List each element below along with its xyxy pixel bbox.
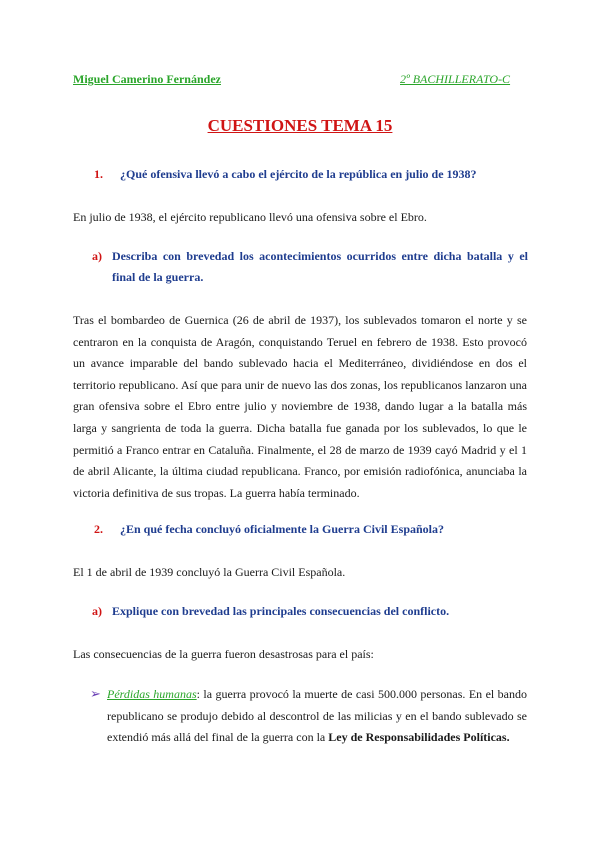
question-2a-letter: a) [92, 604, 102, 618]
arrow-bullet-icon: ➢ [90, 686, 101, 701]
consequence-term: Pérdidas humanas [107, 687, 197, 701]
question-2-text: ¿En qué fecha concluyó oficialmente la Guerra Civil Española? [120, 522, 444, 536]
question-1a-text: Describa con brevedad los acontecimientos ocurridos entre dicha batalla y el final de la guerra. [112, 249, 528, 284]
answer-2a-intro: Las consecuencias de la guerra fueron desastrosas para el país: [73, 647, 374, 661]
question-2-number: 2. [94, 522, 103, 536]
consequence-item [107, 684, 527, 749]
question-1a-letter: a) [92, 249, 102, 263]
document-title: CUESTIONES TEMA 15 [207, 116, 393, 135]
course-label: 2º BACHILLERATO-C [400, 72, 511, 86]
page-header [73, 72, 527, 90]
answer-2: El 1 de abril de 1939 concluyó la Guerra Civil Española. [73, 565, 346, 579]
consequence-text: : la guerra provocó la muerte de casi 500.000 personas. En el bando republicano se produjo debido al descontrol de las milicias y en el bando sublevado se extendió más allá del final de la guerra con la [107, 687, 527, 745]
question-1-number: 1. [94, 167, 103, 181]
law-name: Ley de Responsabilidades Políticas. [328, 730, 510, 745]
author-name: Miguel Camerino Fernández [73, 72, 221, 86]
question-1-text: ¿Qué ofensiva llevó a cabo el ejército de la república en julio de 1938? [120, 167, 477, 181]
answer-1: En julio de 1938, el ejército republicano llevó una ofensiva sobre el Ebro. [73, 210, 427, 224]
answer-1a: Tras el bombardeo de Guernica (26 de abril de 1937), los sublevados tomaron el norte y se centraron en la conquista de Aragón, conquistando Teruel en febrero de 1938. Esto provocó un avance imparable del bando sublevado hacia el Mediterráneo, dividiéndose en dos el territorio republicano. Así que para unir de nuevo las dos zonas, los republicanos lanzaron una gran ofensiva sobre el Ebro entre julio y noviembre de 1938, dando lugar a la batalla más larga y sangrienta de toda la guerra. Dicha batalla fue ganada por los sublevados, lo que le permitió a Franco entrar en Cataluña. Finalmente, el 28 de marzo de 1939 cayó Madrid y el 1 de abril Alicante, la última ciudad republicana. Franco, por emisión radiofónica, anunciaba la victoria definitiva de sus tropas. La guerra había terminado. [73, 313, 527, 500]
question-2a-text: Explique con brevedad las principales consecuencias del conflicto. [112, 604, 450, 618]
